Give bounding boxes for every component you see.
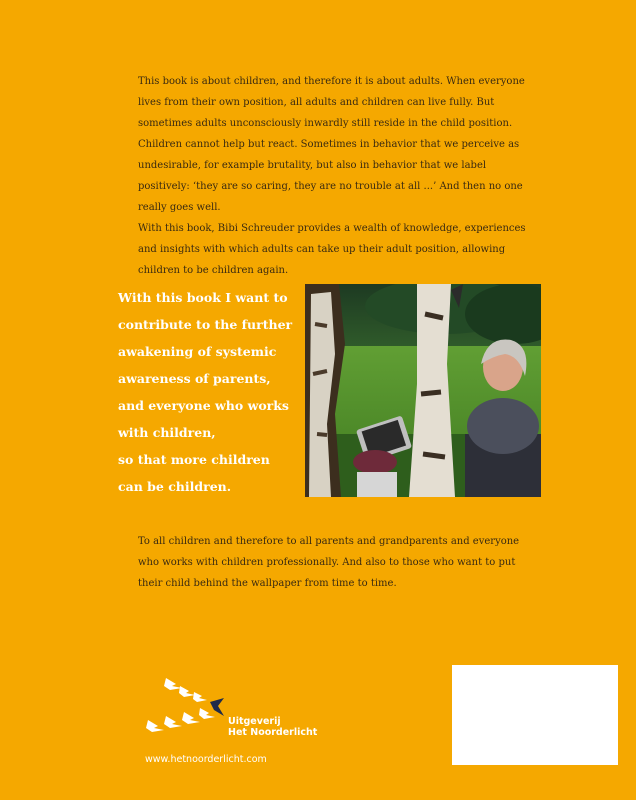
dedication-text: To all children and therefore to all parents and grandparents and everyone who works with children professionally. And also to those who want to put their child behind the wallpaper from time to time.: [138, 536, 520, 589]
description-paragraph-2: With this book, Bibi Schreuder provides a wealth of knowledge, experiences and insights with which adults can take up their adult position, allowing children to be children again.: [138, 223, 526, 276]
publisher-logo: [140, 672, 318, 744]
book-description: [138, 71, 538, 281]
author-photo-illustration: [305, 284, 541, 497]
publisher-name-line-2: Het Noorderlicht: [228, 727, 318, 738]
publisher-name-line-1: Uitgeverij: [228, 716, 281, 727]
quote-line-2: so that more children can be children.: [118, 452, 270, 494]
barcode-area: [452, 665, 618, 765]
description-paragraph-1: This book is about children, and therefore it is about adults. When everyone lives from their own position, all adults and children can live fully. But sometimes adults unconsciously inwardly still reside in the child position. Children cannot help but react. Sometimes in behavior that we perceive as undesirable, for example brutality, but also in behavior that we label positively: ‘they are so caring, they are no trouble at all ...’ And then no one really goes well.: [138, 76, 525, 213]
publisher-name: [228, 716, 317, 738]
author-photo: [305, 284, 541, 497]
author-quote: [118, 284, 298, 500]
quote-line-1: With this book I want to contribute to the further awakening of systemic awareness of parents, and everyone who works with children,: [118, 290, 293, 440]
publisher-url[interactable]: www.hetnoorderlicht.com: [145, 754, 267, 765]
